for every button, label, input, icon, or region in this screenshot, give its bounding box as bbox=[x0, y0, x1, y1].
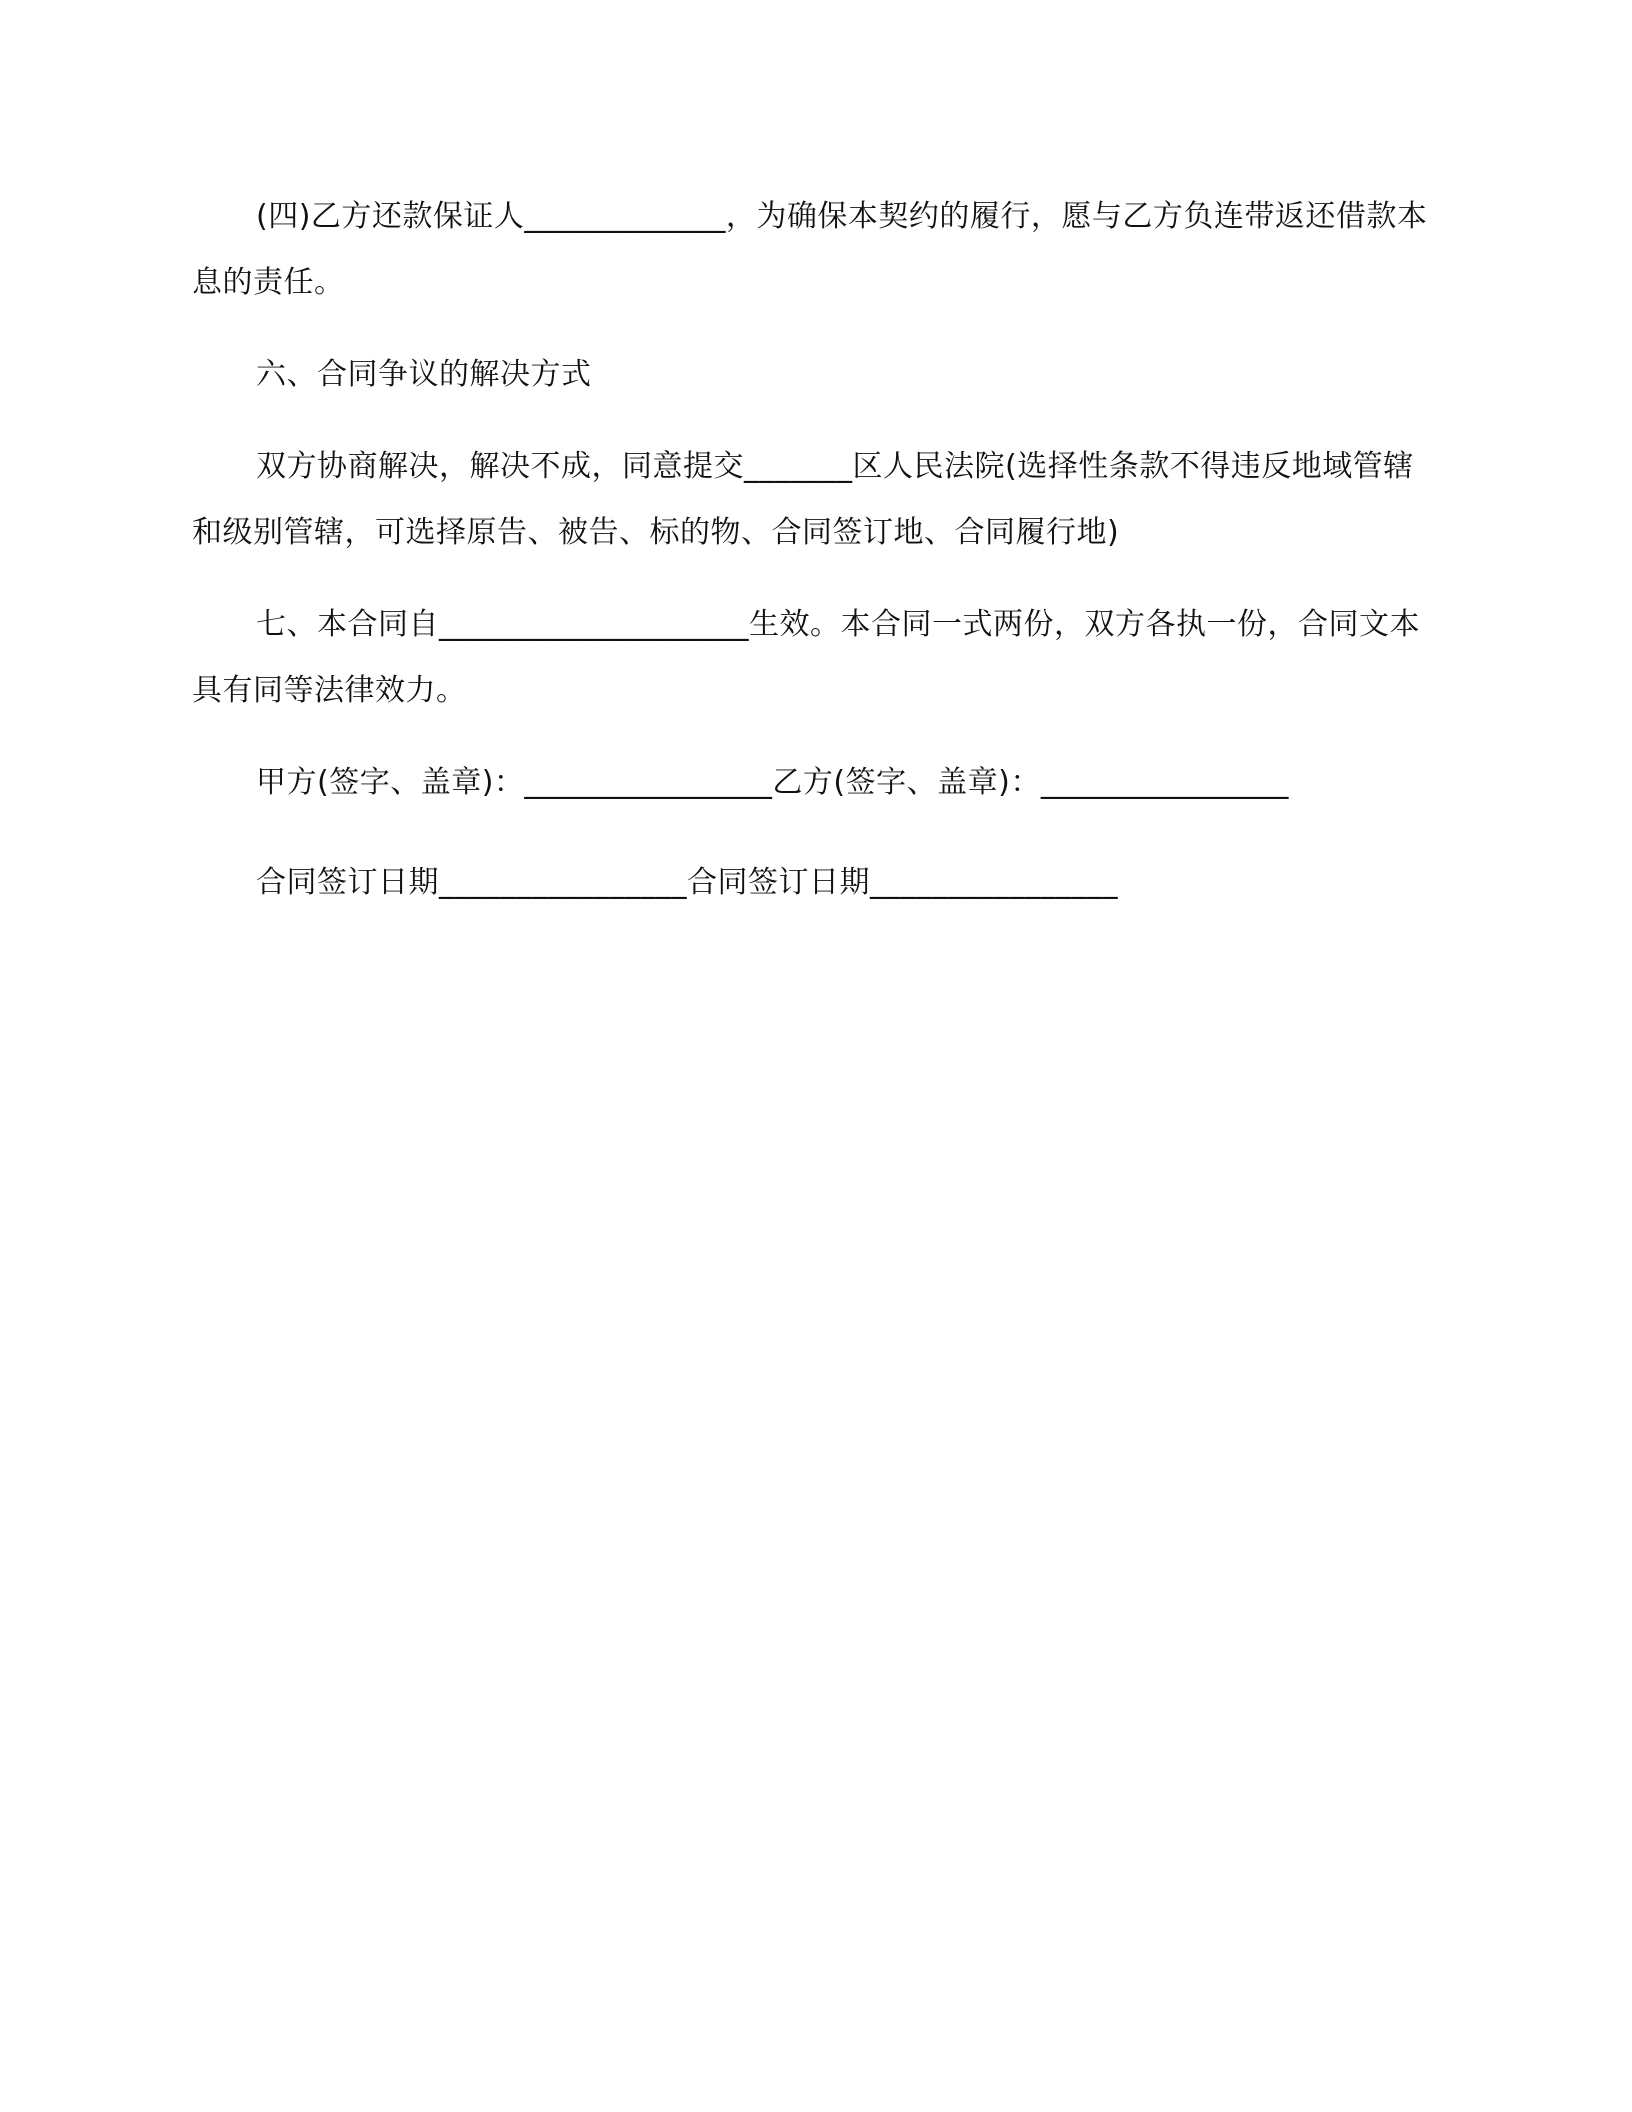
document-body bbox=[192, 184, 1440, 942]
dispute-clause: 双方协商解决，解决不成，同意提交_______区人民法院(选择性条款不得违反地域管辖和级别管辖，可选择原告、被告、标的物、合同签订地、合同履行地) bbox=[192, 449, 1414, 550]
effective-clause: 七、本合同自____________________生效。本合同一式两份，双方各执一份，合同文本具有同等法律效力。 bbox=[192, 607, 1420, 708]
signing-date-line: 合同签订日期________________合同签订日期________________ bbox=[256, 865, 1118, 900]
dispute-heading: 六、合同争议的解决方式 bbox=[256, 357, 592, 392]
guarantor-clause: (四)乙方还款保证人_____________，为确保本契约的履行，愿与乙方负连带返还借款本息的责任。 bbox=[192, 199, 1428, 300]
signature-line: 甲方(签字、盖章)：________________乙方(签字、盖章)：________________ bbox=[256, 765, 1289, 800]
